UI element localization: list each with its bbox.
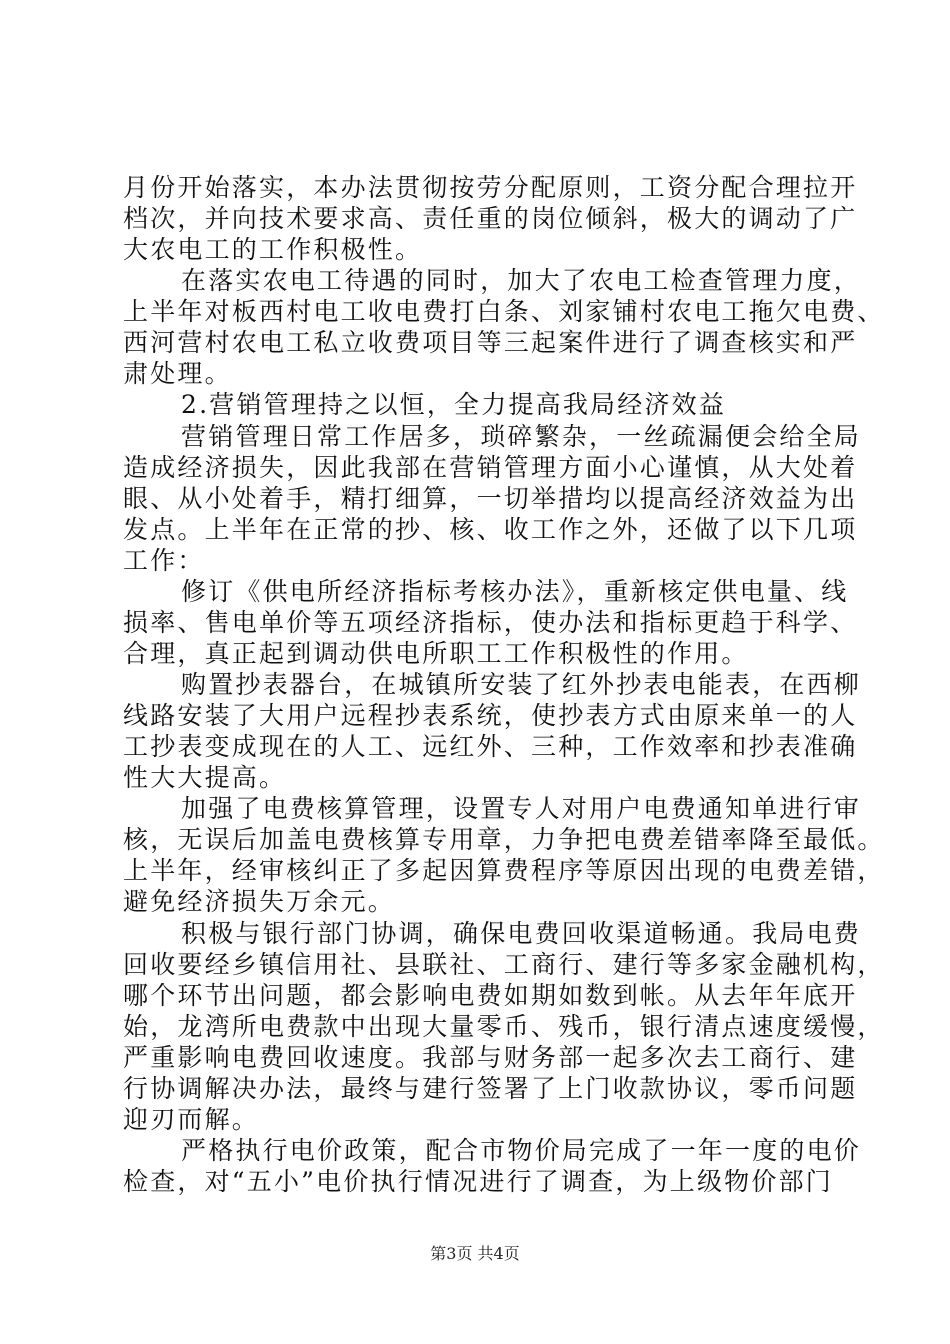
page-number-footer: 第3页 共4页 xyxy=(430,1244,520,1263)
body-text-line: 工抄表变成现在的人工、远红外、三种，工作效率和抄表准确 xyxy=(123,732,858,761)
body-text-line: 合理，真正起到调动供电所职工工作积极性的作用。 xyxy=(123,639,749,668)
body-text-line: 营销管理日常工作居多，琐碎繁杂，一丝疏漏便会给全局 xyxy=(181,422,862,451)
body-text-line: 严格执行电价政策，配合市物价局完成了一年一度的电价 xyxy=(181,1136,862,1165)
body-text-line: 月份开始落实，本办法贯彻按劳分配原则，工资分配合理拉开 xyxy=(123,173,858,202)
body-text-line: 线路安装了大用户远程抄表系统，使抄表方式由原来单一的人 xyxy=(123,701,858,730)
body-text-line: 造成经济损失，因此我部在营销管理方面小心谨慎，从大处着 xyxy=(123,453,858,482)
body-text-line: 严重影响电费回收速度。我部与财务部一起多次去工商行、建 xyxy=(123,1043,858,1072)
body-text-line: 行协调解决办法，最终与建行签署了上门收款协议，零币问题 xyxy=(123,1074,858,1103)
body-text-line: 西河营村农电工私立收费项目等三起案件进行了调查核实和严 xyxy=(123,328,858,357)
body-text-line: 在落实农电工待遇的同时，加大了农电工检查管理力度， xyxy=(181,266,862,295)
body-text-line: 档次，并向技术要求高、责任重的岗位倾斜，极大的调动了广 xyxy=(123,204,858,233)
body-text-line: 上半年，经审核纠正了多起因算费程序等原因出现的电费差错， xyxy=(123,856,885,885)
body-text-line: 修订《供电所经济指标考核办法》，重新核定供电量、线 xyxy=(181,577,849,606)
body-text-line: 眼、从小处着手，精打细算，一切举措均以提高经济效益为出 xyxy=(123,484,858,513)
body-text-line: 检查，对“五小”电价执行情况进行了调查，为上级物价部门 xyxy=(123,1167,833,1196)
section-heading: 2.营销管理持之以恒，全力提高我局经济效益 xyxy=(181,390,727,419)
body-text-line: 肃处理。 xyxy=(123,359,232,388)
body-text-line: 始，龙湾所电费款中出现大量零币、残币，银行清点速度缓慢， xyxy=(123,1012,885,1041)
body-text-line: 性大大提高。 xyxy=(123,763,287,792)
body-text-line: 大农电工的工作积极性。 xyxy=(123,235,423,264)
body-text-line: 上半年对板西村电工收电费打白条、刘家铺村农电工拖欠电费、 xyxy=(123,297,885,326)
body-text-line: 核，无误后加盖电费核算专用章，力争把电费差错率降至最低。 xyxy=(123,825,885,854)
body-text-line: 损率、售电单价等五项经济指标，使办法和指标更趋于科学、 xyxy=(123,608,858,637)
body-text-line: 加强了电费核算管理，设置专人对用户电费通知单进行审 xyxy=(181,794,862,823)
body-text-line: 购置抄表器台，在城镇所安装了红外抄表电能表，在西柳 xyxy=(181,670,862,699)
body-text-line: 积极与银行部门协调，确保电费回收渠道畅通。我局电费 xyxy=(181,919,862,948)
body-text-line: 发点。上半年在正常的抄、核、收工作之外，还做了以下几项 xyxy=(123,515,858,544)
body-text-line: 哪个环节出问题，都会影响电费如期如数到帐。从去年年底开 xyxy=(123,981,858,1010)
body-text-line: 避免经济损失万余元。 xyxy=(123,887,396,916)
body-text-line: 迎刃而解。 xyxy=(123,1105,260,1134)
body-text-line: 回收要经乡镇信用社、县联社、工商行、建行等多家金融机构， xyxy=(123,950,885,979)
body-text-line: 工作： xyxy=(123,546,205,575)
